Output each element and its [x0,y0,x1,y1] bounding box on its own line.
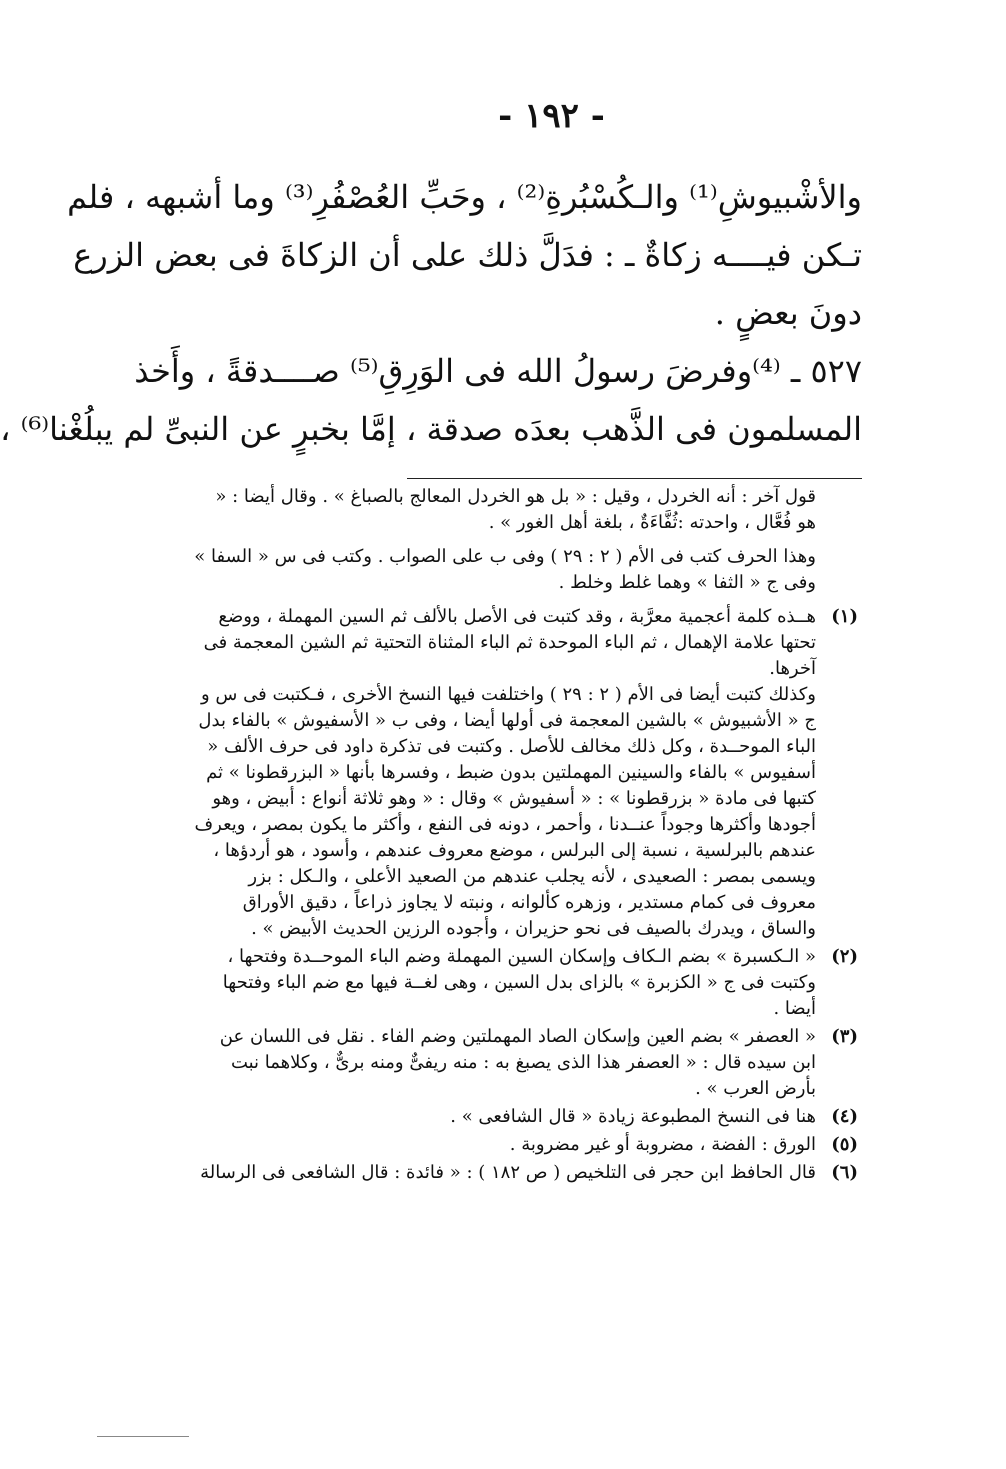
footnote-paragraph: وكذلك كتبت أيضا فى الأم ( ٢ : ٢٩ ) واختلفت فيها النسخ الأخرى ، فـكتبت فى س و ج « الأشبيوش » بالشين المعجمة فى أولها أيضا ، وفى ب « الأسفيوش » بالفاء بدل الباء الموحــدة ، وكل ذلك مخالف للأصل . وكتبت فى تذكرة داود فى حرف الألف « أسفيوس » بالفاء والسينين المهملتين بدون ضبط ، وفسرها بأنها « البزرقطونا » ثم كتبها فى مادة « بزرقطونا » : « أسفيوش » وقال : « وهو ثلاثة أنواع : أبيض ، وهو أجودها وأكثرها وجوداً عنــدنا ، وأحمر ، دونه فى النفع ، وأكثر ما يكون بمصر ، ويعرف عندهم بالبرلسية ، نسبة إلى البرلس ، موضع معروف عندهم ، وأسود ، هو أردؤها ، ويسمى بمصر : الصعيدى ، لأنه يجلب عندهم من الصعيد الأعلى ، والـكل : بزر معروف فى كمام مستدير ، وزهره كألوانه ، ونبته لا يجاوز ذراعاً ، دقيق الأوراق والساق ، ويدرك بالصيف فى نحو حزيران ، وأجوده الرزين الحديث الأبيض » . [194,684,816,939]
footnote-body [193,1160,816,1186]
scan-edge-line [97,1436,189,1437]
footnote-paragraph: هنا فى النسخ المطبوعة زيادة « قال الشافعى » . [450,1106,816,1127]
main-text [0,168,862,458]
footnote-paragraph: « العصفر » بضم العين وإسكان الصاد المهملتين وضم الفاء . نقل فى اللسان عن ابن سيده قال : « العصفر هذا الذى يصبغ به : منه ريفىٌّ ومنه برىٌّ ، وكلاهما نبت بأرض العرب » . [219,1026,816,1099]
footnote-number: (٤) [831,1106,858,1127]
main-text-line: المسلمون فى الذَّهب بعدَه صدقة ، إمَّا بخبرٍ عن النبىِّ لم يبلُغْنا⁽⁶⁾ ، [0,410,862,448]
footnote-paragraph: هــذه كلمة أعجمية معرَّبة ، وقد كتبت فى الأصل بالألف ثم السين المهملة ، ووضع تحتها علامة الإهمال ، ثم الباء الموحدة ثم الباء المثناة التحتية ثم الشين المعجمة فى آخرها. [203,606,816,679]
footnote-body [193,944,816,1022]
footnote-1 [193,604,858,942]
main-text-line: تـكن فيــــه زكاةٌ ـ : فدَلَّ ذلك على أن الزكاةَ فى بعض الزرع [73,236,862,274]
footnote-number: (٦) [831,1162,858,1183]
footnote-continuation-paragraph: قول آخر : أنه الخردل ، وقيل : « بل هو الخردل المعالج بالصباغ » . وقال أيضا : « هو فُعَّال ، واحدته :ثُفَّاءَةٌ ، بلغة أهل الغور » . [215,486,816,533]
main-text-line: والأشْبيوشِ⁽¹⁾ والـكُسْبُرةِ⁽²⁾ ، وحَبِّ العُصْفُرِ⁽³⁾ وما أشبهه ، فلم [67,178,862,216]
footnote-body [193,1104,816,1130]
footnote-separator [407,478,862,479]
footnote-number: (١) [831,606,858,627]
footnote-number: (٥) [831,1134,858,1155]
footnote-3 [193,1024,858,1102]
footnote-6 [193,1160,858,1186]
footnote-paragraph: « الـكسبرة » بضم الـكاف وإسكان السين المهملة وضم الباء الموحــدة وفتحها ، وكتبت فى ج « الكزبرة » بالزاى بدل السين ، وهى لغــة فيها مع ضم الباء وفتحها أيضا . [222,946,816,1019]
footnotes [193,484,858,1188]
footnote-number: (٣) [831,1026,858,1047]
footnote-body [193,604,816,942]
footnote-number: (٢) [831,946,858,967]
footnote-paragraph: الورق : الفضة ، مضروبة أو غير مضروبة . [509,1134,816,1155]
footnote-5 [193,1132,858,1158]
footnote-continuation [193,484,816,596]
main-text-line: ٥٢٧ ـ ⁽⁴⁾وفرضَ رسولُ الله فى الوَرِقِ⁽⁵⁾ صــــدقةً ، وأَخذ [134,352,862,390]
main-text-line: دونَ بعضٍ . [714,294,862,332]
footnote-paragraph: قال الحافظ ابن حجر فى التلخيص ( ص ١٨٢ ) : « فائدة : قال الشافعى فى الرسالة [200,1162,816,1183]
footnote-body [193,1024,816,1102]
footnote-continuation-paragraph: وهذا الحرف كتب فى الأم ( ٢ : ٢٩ ) وفى ب على الصواب . وكتب فى س « السفا » وفى ج « الثفا » وهما غلط وخلط . [194,546,816,593]
footnote-body [193,1132,816,1158]
footnote-2 [193,944,858,1022]
footnote-4 [193,1104,858,1130]
page-number: - ١٩٢ - [498,96,605,136]
